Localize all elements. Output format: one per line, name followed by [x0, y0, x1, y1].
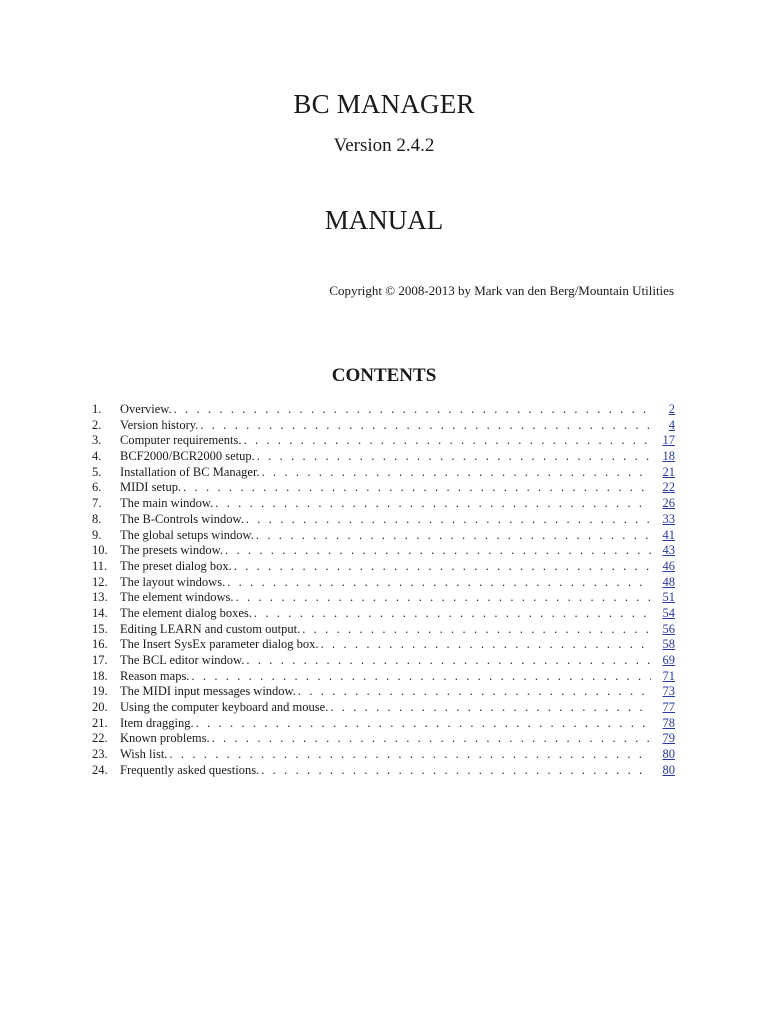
toc-entry	[92, 465, 675, 481]
toc-entry-number: 17.	[92, 653, 108, 667]
toc-dot-leader	[257, 449, 651, 465]
toc-page-link[interactable]: 33	[662, 511, 675, 526]
toc-entry-title: The Insert SysEx parameter dialog box.	[120, 637, 319, 652]
toc-dot-leader	[234, 559, 651, 575]
toc-entry-number: 12.	[92, 574, 108, 589]
toc-dot-leader	[261, 763, 651, 779]
toc-entry-title: Wish list.	[120, 747, 168, 762]
toc-entry	[92, 653, 675, 669]
toc-entry-number: 22.	[92, 731, 108, 746]
toc-entry	[92, 512, 675, 528]
toc-entry-number: 24.	[92, 762, 108, 777]
toc-entry-number: 14.	[92, 605, 108, 620]
toc-entry	[92, 731, 675, 747]
toc-entry-title: Known problems.	[120, 731, 210, 746]
toc-dot-leader	[262, 465, 651, 481]
toc-dot-leader	[200, 418, 651, 434]
toc-dot-leader	[254, 606, 651, 622]
toc-dot-leader	[246, 512, 651, 528]
toc-page-link[interactable]: 78	[662, 715, 675, 730]
toc-entry-title: The main window.	[120, 496, 214, 511]
toc-dot-leader	[183, 480, 651, 496]
toc-dot-leader	[227, 575, 651, 591]
toc-page-link[interactable]: 4	[668, 417, 675, 432]
toc-entry-title: Frequently asked questions.	[120, 762, 260, 777]
toc-page-link[interactable]: 58	[662, 637, 675, 652]
copyright-notice: Copyright © 2008-2013 by Mark van den Berg/Mountain Utilities	[329, 283, 674, 298]
toc-page-link[interactable]: 26	[662, 496, 675, 511]
toc-entry-number: 3.	[92, 433, 102, 448]
toc-entry-title: The element dialog boxes.	[120, 605, 252, 620]
toc-page-link[interactable]: 77	[662, 700, 675, 715]
toc-entry-title: Editing LEARN and custom output.	[120, 621, 301, 636]
toc-entry-title: The layout windows.	[120, 574, 226, 589]
toc-entry-number: 21.	[92, 715, 108, 730]
toc-page-link[interactable]: 17	[662, 433, 675, 448]
toc-dot-leader	[191, 669, 651, 685]
toc-entry-number: 5.	[92, 464, 102, 479]
toc-entry-title: Item dragging.	[120, 715, 194, 730]
toc-page-link[interactable]: 80	[662, 762, 675, 777]
toc-dot-leader	[244, 433, 652, 449]
toc-entry-number: 13.	[92, 590, 108, 605]
toc-entry-title: The BCL editor window.	[120, 653, 245, 667]
toc-entry	[92, 402, 675, 418]
toc-entry	[92, 433, 675, 449]
toc-entry-number: 9.	[92, 527, 102, 542]
toc-entry	[92, 637, 675, 653]
toc-dot-leader	[225, 543, 651, 559]
document-title: BC MANAGER	[293, 89, 475, 119]
toc-entry	[92, 559, 675, 575]
toc-page-link[interactable]: 22	[662, 480, 675, 495]
toc-entry	[92, 622, 675, 638]
toc-dot-leader	[212, 731, 651, 747]
toc-page-link[interactable]: 73	[662, 684, 675, 699]
toc-entry-number: 10.	[92, 543, 108, 558]
toc-entry-number: 11.	[92, 558, 108, 573]
toc-entry-number: 8.	[92, 511, 102, 526]
toc-entry	[92, 575, 675, 591]
toc-entry-title: Version history.	[120, 417, 199, 432]
toc-entry-number: 19.	[92, 684, 108, 699]
toc-page-link[interactable]: 43	[662, 543, 675, 558]
toc-entry-title: The element windows.	[120, 590, 234, 605]
toc-page-link[interactable]: 79	[662, 731, 675, 746]
toc-page-link[interactable]: 51	[662, 590, 675, 605]
toc-page-link[interactable]: 71	[662, 668, 675, 683]
toc-entry	[92, 449, 675, 465]
toc-entry	[92, 543, 675, 559]
toc-entry	[92, 747, 675, 763]
toc-page-link[interactable]: 48	[662, 574, 675, 589]
document-subtitle: MANUAL	[324, 205, 444, 235]
toc-entry-title: Reason maps.	[120, 668, 190, 683]
toc-entry-title: MIDI setup.	[120, 480, 182, 495]
toc-dot-leader	[246, 653, 651, 669]
toc-entry-title: Using the computer keyboard and mouse.	[120, 700, 329, 715]
toc-dot-leader	[330, 700, 651, 716]
toc-entry-title: BCF2000/BCR2000 setup.	[120, 449, 255, 464]
toc-dot-leader	[169, 747, 651, 763]
toc-entry-number: 2.	[92, 417, 102, 432]
contents-heading: CONTENTS	[331, 365, 437, 386]
toc-entry-title: The global setups window.	[120, 527, 254, 542]
toc-entry	[92, 496, 675, 512]
toc-entry-title: Overview.	[120, 402, 172, 416]
toc-entry-number: 15.	[92, 621, 108, 636]
toc-dot-leader	[321, 637, 651, 653]
toc-entry	[92, 669, 675, 685]
toc-entry-number: 4.	[92, 449, 102, 464]
toc-page-link[interactable]: 56	[662, 621, 675, 636]
toc-dot-leader	[174, 402, 651, 418]
toc-page-link[interactable]: 41	[662, 527, 675, 542]
toc-entry	[92, 480, 675, 496]
toc-entry	[92, 590, 675, 606]
toc-entry	[92, 763, 675, 779]
toc-entry-title: Computer requirements.	[120, 433, 242, 448]
toc-entry-number: 16.	[92, 637, 108, 652]
toc-entry-number: 20.	[92, 700, 108, 715]
toc-entry	[92, 418, 675, 434]
toc-page-link[interactable]: 21	[662, 464, 675, 479]
toc-entry-number: 7.	[92, 496, 102, 511]
toc-entry-title: The presets window.	[120, 543, 223, 558]
toc-dot-leader	[215, 496, 651, 512]
toc-entry	[92, 528, 675, 544]
toc-entry	[92, 684, 675, 700]
toc-page-link[interactable]: 18	[662, 449, 675, 464]
toc-entry	[92, 716, 675, 732]
version-label: Version 2.4.2	[333, 135, 435, 156]
toc-page-link[interactable]: 54	[662, 605, 675, 620]
toc-entry-number: 23.	[92, 747, 108, 762]
toc-page-link[interactable]: 80	[662, 747, 675, 762]
toc-entry-title: Installation of BC Manager.	[120, 464, 260, 479]
toc-page-link[interactable]: 2	[668, 402, 675, 416]
toc-entry-number: 1.	[92, 402, 102, 416]
toc-entry-number: 6.	[92, 480, 102, 495]
toc-page-link[interactable]: 46	[662, 558, 675, 573]
table-of-contents	[92, 402, 675, 779]
toc-dot-leader	[302, 622, 651, 638]
toc-dot-leader	[196, 716, 651, 732]
toc-entry	[92, 700, 675, 716]
toc-entry-title: The MIDI input messages window.	[120, 684, 296, 699]
toc-dot-leader	[256, 528, 651, 544]
toc-dot-leader	[298, 684, 651, 700]
toc-dot-leader	[236, 590, 651, 606]
toc-page-link[interactable]: 69	[662, 653, 675, 667]
toc-entry-title: The B-Controls window.	[120, 511, 244, 526]
toc-entry-title: The preset dialog box.	[120, 558, 232, 573]
toc-entry-number: 18.	[92, 668, 108, 683]
toc-entry	[92, 606, 675, 622]
